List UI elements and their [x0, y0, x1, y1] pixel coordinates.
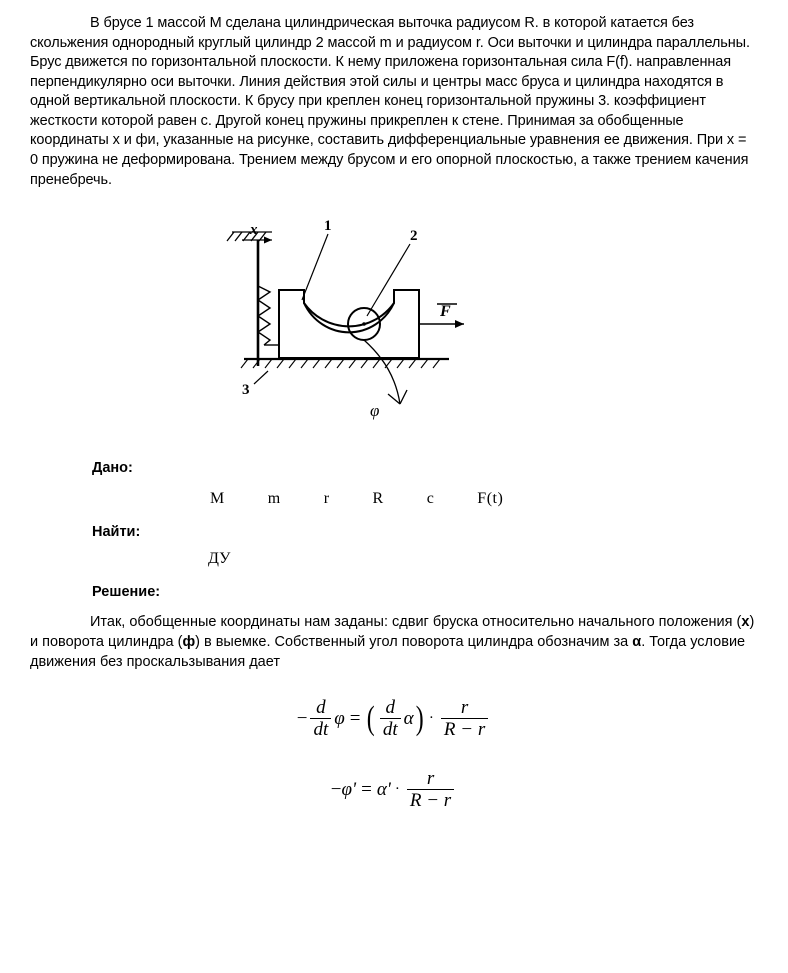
figure-label-x: x [250, 222, 258, 239]
given-values [30, 490, 758, 508]
formula-1 [30, 698, 758, 739]
figure-label-phi: φ [370, 401, 380, 421]
solution-text-mid2: ) в выемке. Собственный угол поворота цилиндра обозначим за [195, 634, 633, 651]
find-value: ДУ [208, 550, 231, 568]
solution-coord-phi: ф [182, 634, 196, 651]
formula-2-expression [331, 769, 457, 810]
f1-d2: d [385, 697, 395, 719]
solution-text-pre: Итак, обобщенные координаты нам заданы: сдвиг бруска относительно начального положения ( [90, 614, 742, 631]
formula-2 [30, 769, 758, 810]
given-value-m: m [267, 490, 281, 508]
f1-dt: dt [310, 718, 331, 739]
force-arrow-F [419, 320, 464, 328]
f2-minus: − [330, 779, 342, 801]
given-value-c: c [426, 490, 435, 508]
solution-text-end: . Тогда условие движения без проскальзывания дает [30, 634, 746, 671]
given-value-F: F(t) [477, 490, 504, 508]
f1-ratio [441, 698, 488, 739]
solution-paragraph [30, 612, 758, 672]
f1-ddt [310, 698, 331, 739]
figure-label-F: F [440, 303, 451, 321]
f2-ratio [407, 769, 454, 810]
given-value-M: M [210, 490, 225, 508]
solution-coord-x: x [741, 614, 750, 631]
f1-d: d [316, 697, 326, 719]
mechanics-figure [224, 208, 564, 438]
f2-cdot: · [394, 781, 400, 798]
f1-equals: = [349, 708, 361, 730]
f2-phi-prime: φ' [341, 779, 357, 801]
leader-line-1 [302, 234, 328, 300]
f1-dt2: dt [380, 718, 401, 739]
solution-coord-alpha: α [632, 634, 642, 651]
figure-label-3: 3 [242, 382, 250, 399]
ground-hatching [241, 359, 440, 368]
given-value-r: r [323, 490, 330, 508]
solution-text-mid: ) и поворота цилиндра ( [30, 614, 755, 651]
solution-label: Решение: [92, 584, 161, 601]
f1-phi: φ [334, 708, 345, 730]
f1-rparen: ) [415, 699, 424, 737]
f1-Rminusr: R − r [441, 718, 488, 739]
leader-line-2 [367, 244, 410, 316]
formula-1-expression [297, 698, 491, 739]
given-label: Дано: [92, 460, 133, 477]
problem-statement: В брусе 1 массой M сделана цилиндрическая выточка радиусом R. в которой катается без скольжения однородный круглый цилиндр 2 массой m и радиусом r. Оси выточки и цилиндра параллельны. Брус движется по горизонтальной плоскости. К нему приложена горизонтальная сила F(f). направленная перпендикулярно оси выточки. Линия действия этой силы и центры масс бруса и цилиндра находятся в одной вертикальной плоскости. К брусу при креплен конец горизонтальной пружины 3. коэффициент жесткости которой равен c. Другой конец пружины прикреплен к стене. Принимая за обобщенные координаты x и фи, указанные на рисунке, составить дифференциальные уравнения ее движения. При x = 0 пружина не деформирована. Трением между брусом и его опорной плоскостью, а также трением качения пренебречь. [30, 15, 750, 188]
f2-alpha-prime: α' [376, 779, 391, 801]
spring-element [258, 286, 279, 345]
f2-r: r [426, 768, 435, 790]
figure-container [30, 208, 758, 438]
given-value-R: R [372, 490, 384, 508]
f1-cdot: · [428, 710, 434, 727]
find-label: Найти: [92, 524, 141, 541]
f1-alpha: α [403, 708, 414, 730]
f1-r: r [460, 697, 469, 719]
cylinder-center-dot [362, 322, 366, 326]
f2-Rminusr: R − r [407, 789, 454, 810]
f1-lparen: ( [367, 699, 376, 737]
figure-label-1: 1 [324, 218, 332, 235]
figure-label-2: 2 [410, 228, 418, 245]
f1-minus: − [296, 708, 308, 730]
f1-ddt2 [380, 698, 401, 739]
phi-angle-arc [364, 340, 407, 404]
f2-equals: = [361, 779, 372, 801]
